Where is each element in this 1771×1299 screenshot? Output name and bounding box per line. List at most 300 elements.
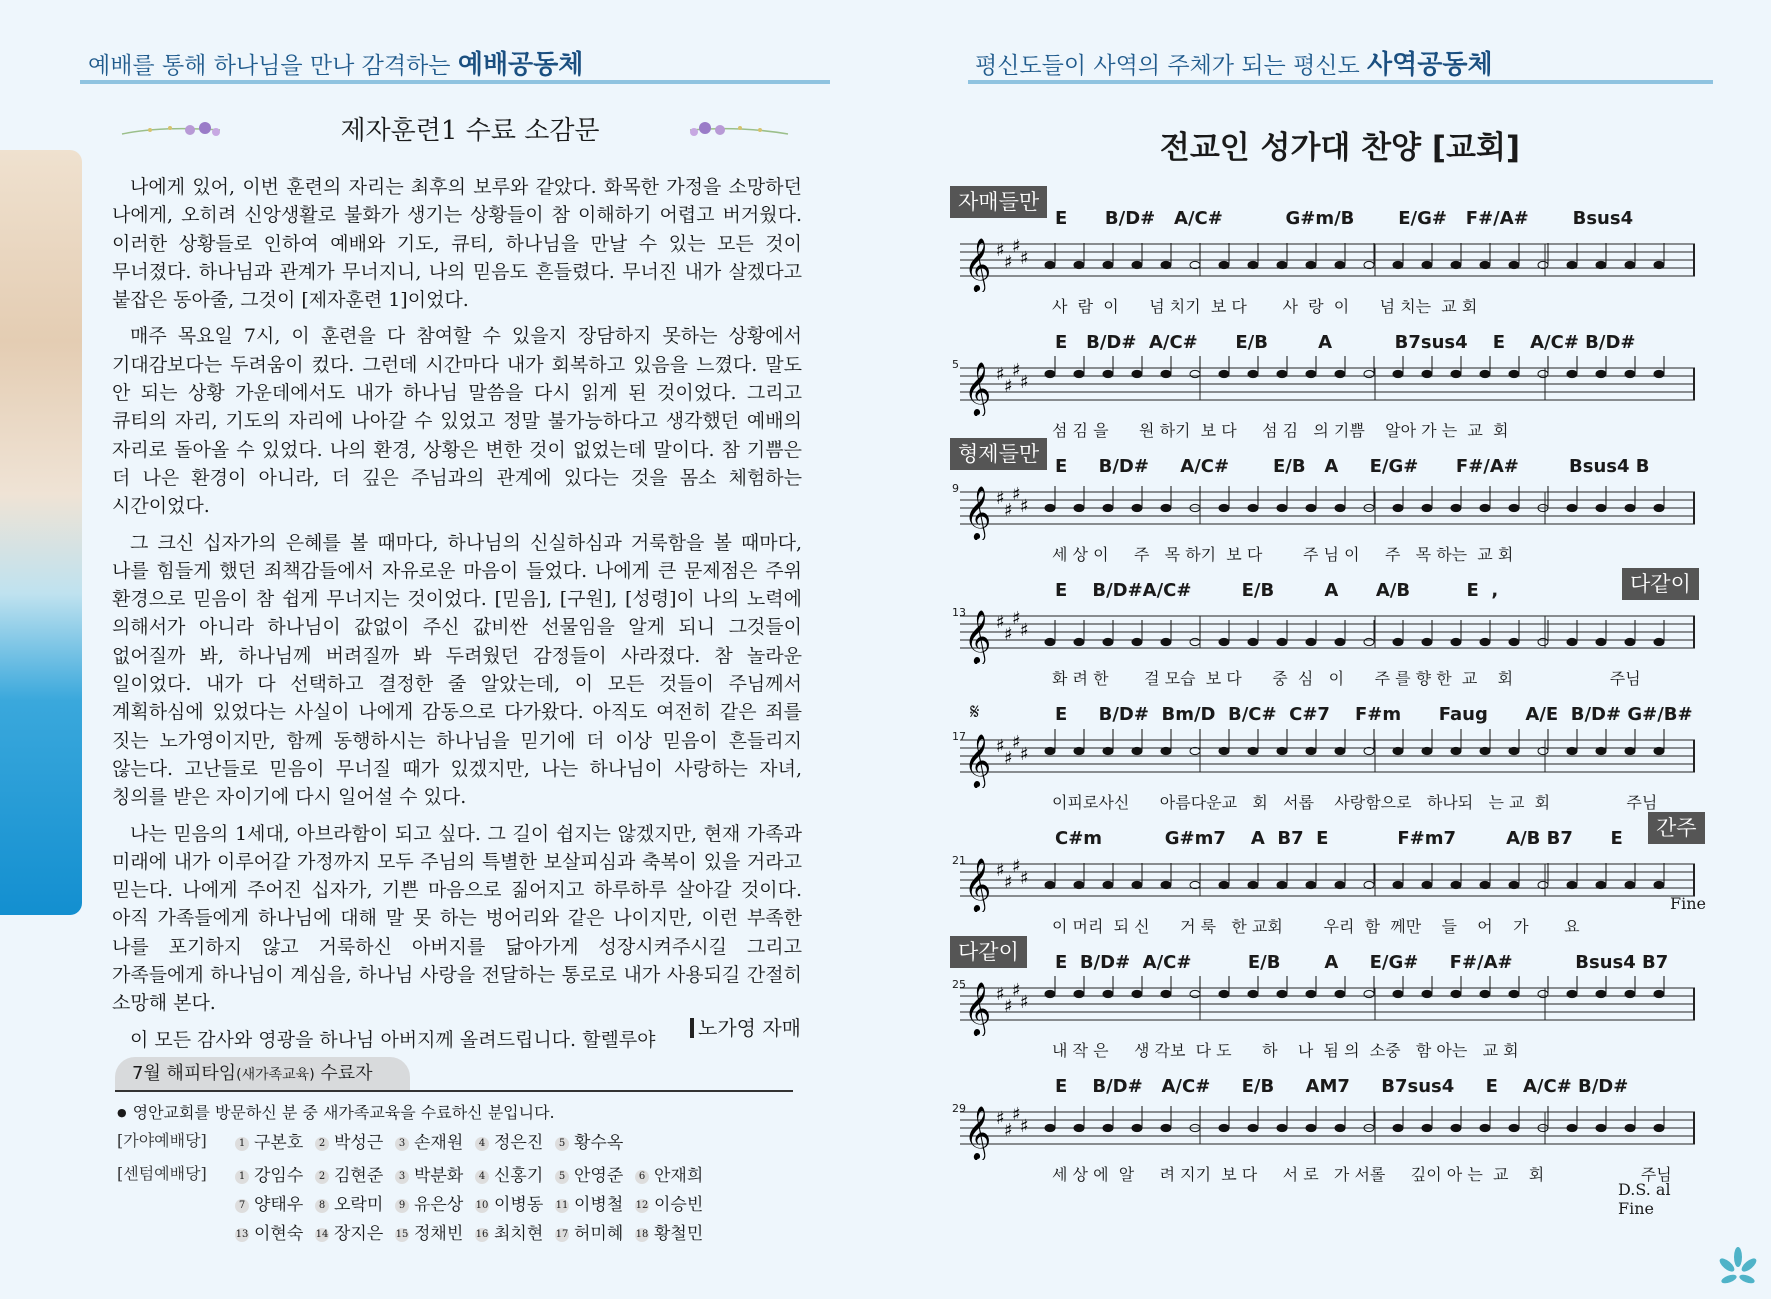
music-staff (950, 852, 1700, 912)
note-head (1393, 1124, 1403, 1131)
note-head (1422, 990, 1432, 997)
note-head (1103, 1124, 1113, 1131)
note-head (1277, 370, 1287, 377)
note-head (1480, 990, 1490, 997)
note-head (1422, 261, 1432, 268)
note-head (1654, 261, 1664, 268)
graduate-number: 2 (315, 1137, 329, 1151)
note-head (1161, 881, 1171, 888)
note-head (1596, 261, 1606, 268)
note-head (1161, 1124, 1171, 1131)
essay-paragraph: 나에게 있어, 이번 훈련의 자리는 최후의 보루와 같았다. 화목한 가정을 소망하던 나에게, 오히려 신앙생활로 불화가 생기는 상황들이 참 이해하기 어렵고 버거웠다. 이러한 상황들로 인하여 예배와 기도, 큐티, 하나님을 만날 수 있는 모든 것이 무너졌다. 하나님과 관계가 무너지니, 나의 믿음도 흔들렸다. 무너진 내가 살겠다고 붙잡은 동아줄, 그것이 [제자훈련 1]이었다. (112, 176, 802, 312)
essay-paragraph: 그 크신 십자가의 은혜를 볼 때마다, 하나님의 신실하심과 거룩함을 볼 때마다, 나를 힘들게 했던 죄책감들에서 자유로운 마음이 들었다. 나에게 큰 문제점은 주위 환경으로 믿음이 참 쉽게 무너지는 것이었다. [믿음], [구원], [성령]이 나의 노력에 의해서가 아니라 하나님이 값없이 주신 값비싼 선물임을 알게 되니 그것들이 없어질까 봐, 하나님께 버려질까 봐 두려웠던 감정들이 사라졌다. 참 놀라운 일이었다. 내가 다 선택하고 결정한 줄 알았는데, 이 모든 것들이 주님께서 계획하심에 있었다는 사실이 나에게 감동으로 다가왔다. 아직도 여전히 같은 죄를 짓는 노가영이지만, 함께 동행하시는 하나님을 믿기에 더 이상 믿음이 흔들리지 않는다. 고난들로 믿음이 무너질 때가 있겠지만, 나는 하나님이 사랑하는 자녀, 칭의를 받은 자이기에 다시 일어설 수 있다. (112, 531, 802, 809)
graduate-number: 2 (315, 1170, 329, 1184)
note-head (1103, 261, 1113, 268)
left-page-header (88, 44, 583, 81)
note-head (1306, 370, 1316, 377)
note-head (1596, 504, 1606, 511)
graduate-name-text: 강임수 (254, 1166, 304, 1186)
note-head (1248, 504, 1258, 511)
note-head (1161, 504, 1171, 511)
note-head (1422, 370, 1432, 377)
note-head (1364, 990, 1374, 997)
segno-icon: 𝄋 (970, 700, 980, 725)
note-head (1132, 504, 1142, 511)
note-head (1248, 990, 1258, 997)
note-head (1277, 1124, 1287, 1131)
graduate-name-text: 황철민 (654, 1224, 704, 1244)
note-head (1654, 990, 1664, 997)
note-head (1335, 1124, 1345, 1131)
lyrics-line: 세 상 이 주 목 하기 보 다 주 님 이 주 목 하는 교 회 (1052, 545, 1514, 564)
right-page-header (975, 44, 1493, 81)
note-head (1654, 1124, 1664, 1131)
note-head (1190, 990, 1200, 997)
note-head (1364, 638, 1374, 645)
sharp-icon: ♯ (1012, 856, 1021, 877)
graduate-name (395, 1128, 475, 1153)
music-staff (950, 480, 1700, 540)
note-head (1248, 261, 1258, 268)
note-head (1451, 504, 1461, 511)
note-head (1248, 638, 1258, 645)
note-head (1161, 990, 1171, 997)
note-head (1538, 638, 1548, 645)
note-head (1567, 990, 1577, 997)
note-head (1451, 881, 1461, 888)
treble-clef-icon: 𝄞 (964, 1105, 992, 1159)
chord-symbols: C#m G#m7 A B7 E F#m7 A/B B7 E (1055, 828, 1623, 849)
chord-symbols: E B/D# A/C# E/B A E/G# F#/A# Bsus4 B7 (1055, 952, 1669, 973)
graduates-rule (115, 1090, 793, 1092)
essay-title: 제자훈련1 수료 소감문 (340, 116, 600, 146)
note-head (1451, 747, 1461, 754)
note-head (1161, 261, 1171, 268)
note-head (1393, 638, 1403, 645)
note-head (1451, 990, 1461, 997)
note-head (1248, 370, 1258, 377)
note-head (1509, 638, 1519, 645)
treble-clef-icon: 𝄞 (964, 485, 992, 539)
measure-number: 9 (952, 482, 959, 495)
essay-paragraph: 이 모든 감사와 영광을 하나님 아버지께 올려드립니다. 할렐루야 (130, 1028, 656, 1051)
note-head (1103, 990, 1113, 997)
graduates-tab-sub: (새가족교육) (236, 1067, 315, 1083)
note-head (1509, 1124, 1519, 1131)
note-head (1074, 747, 1084, 754)
note-head (1422, 638, 1432, 645)
graduate-number: 1 (235, 1170, 249, 1184)
graduate-name-text: 김현준 (334, 1166, 384, 1186)
sharp-icon: ♯ (1004, 748, 1013, 769)
note-head (1480, 370, 1490, 377)
note-head (1045, 990, 1055, 997)
chord-symbols: E B/D# A/C# E/B AM7 B7sus4 E A/C# B/D# (1055, 1076, 1629, 1097)
score-title: 전교인 성가대 찬양 [교회] (1159, 130, 1521, 166)
graduate-name (555, 1219, 635, 1244)
graduate-name-text: 안영준 (574, 1166, 624, 1186)
note-head (1509, 370, 1519, 377)
graduate-name (635, 1190, 715, 1215)
graduate-name (315, 1219, 395, 1244)
note-head (1045, 1124, 1055, 1131)
lyrics-line: 이 머리 되 신 거 룩 한 교회 우리 함 께만 들 어 가 요 (1052, 917, 1580, 936)
graduate-name (635, 1219, 715, 1244)
note-head (1509, 881, 1519, 888)
treble-clef-icon: 𝄞 (964, 609, 992, 663)
note-head (1103, 747, 1113, 754)
note-head (1393, 504, 1403, 511)
treble-clef-icon: 𝄞 (964, 857, 992, 911)
note-head (1567, 504, 1577, 511)
graduate-name-text: 오락미 (334, 1195, 384, 1215)
note-head (1132, 370, 1142, 377)
graduate-name (315, 1190, 395, 1215)
note-head (1335, 504, 1345, 511)
graduates-group (117, 1161, 807, 1248)
left-header-strong: 예배공동체 (457, 50, 584, 80)
note-head (1335, 370, 1345, 377)
graduate-name (555, 1128, 635, 1153)
note-head (1277, 881, 1287, 888)
note-head (1422, 1124, 1432, 1131)
music-staff (950, 728, 1700, 788)
graduate-name (395, 1161, 475, 1186)
sharp-icon: ♯ (996, 1108, 1005, 1129)
sharp-icon: ♯ (1004, 252, 1013, 273)
graduate-number: 7 (235, 1199, 249, 1213)
sharp-icon: ♯ (1004, 996, 1013, 1017)
note-head (1190, 638, 1200, 645)
graduate-number: 11 (555, 1200, 569, 1211)
graduate-name-text: 최치현 (494, 1224, 544, 1244)
graduate-name (475, 1161, 555, 1186)
graduate-name (395, 1190, 475, 1215)
note-head (1567, 261, 1577, 268)
note-head (1277, 261, 1287, 268)
graduate-number: 13 (235, 1229, 249, 1240)
note-head (1161, 638, 1171, 645)
graduates-group-label: [센텀예배당] (117, 1164, 207, 1183)
graduate-name-text: 허미혜 (574, 1224, 624, 1244)
note-head (1654, 747, 1664, 754)
chord-symbols: E B/D# A/C# E/B A B7sus4 E A/C# B/D# (1055, 332, 1636, 353)
flower-decoration-left (120, 118, 230, 142)
chord-symbols: E B/D# A/C# E/B A E/G# F#/A# Bsus4 B (1055, 456, 1650, 477)
note-head (1132, 261, 1142, 268)
graduate-number: 15 (395, 1229, 409, 1240)
sharp-icon: ♯ (996, 736, 1005, 757)
note-head (1045, 747, 1055, 754)
music-staff (950, 356, 1700, 416)
note-head (1161, 747, 1171, 754)
note-head (1596, 1124, 1606, 1131)
graduates-tab (115, 1057, 410, 1090)
note-head (1596, 990, 1606, 997)
sharp-icon: ♯ (1004, 1120, 1013, 1141)
graduate-name (395, 1219, 475, 1244)
lyrics-line: 섬 김 을 원 하기 보 다 섬 김 의 기쁨 알아 가 는 교 회 (1052, 421, 1509, 440)
note-head (1248, 881, 1258, 888)
note-head (1625, 504, 1635, 511)
graduate-number: 5 (555, 1170, 569, 1184)
graduate-number: 3 (395, 1137, 409, 1151)
essay-signature: 노가영 자매 (690, 1012, 801, 1041)
note-head (1625, 1124, 1635, 1131)
sharp-icon: ♯ (1004, 376, 1013, 397)
graduate-number: 12 (635, 1200, 649, 1211)
graduate-name-text: 이병동 (494, 1195, 544, 1215)
note-head (1480, 1124, 1490, 1131)
fine-marking: Fine (1670, 894, 1706, 913)
note-head (1335, 881, 1345, 888)
note-head (1509, 990, 1519, 997)
graduate-name (235, 1190, 315, 1215)
note-head (1132, 881, 1142, 888)
note-head (1422, 881, 1432, 888)
note-head (1219, 638, 1229, 645)
graduate-number: 9 (395, 1199, 409, 1213)
sheet-music (950, 190, 1710, 1218)
note-head (1393, 747, 1403, 754)
note-head (1219, 747, 1229, 754)
note-head (1277, 504, 1287, 511)
left-header-rule (80, 80, 830, 84)
note-head (1654, 638, 1664, 645)
graduate-name-text: 이현숙 (254, 1224, 304, 1244)
graduate-name (235, 1219, 315, 1244)
treble-clef-icon: 𝄞 (964, 733, 992, 787)
graduate-name (235, 1161, 315, 1186)
note-head (1132, 638, 1142, 645)
note-head (1306, 881, 1316, 888)
note-head (1277, 747, 1287, 754)
graduate-name-text: 신홍기 (494, 1166, 544, 1186)
note-head (1480, 261, 1490, 268)
sharp-icon: ♯ (996, 984, 1005, 1005)
note-head (1625, 638, 1635, 645)
graduates-group (117, 1128, 807, 1157)
note-head (1248, 747, 1258, 754)
note-head (1393, 370, 1403, 377)
note-head (1451, 261, 1461, 268)
note-head (1219, 370, 1229, 377)
measure-number: 17 (952, 730, 966, 743)
note-head (1393, 881, 1403, 888)
graduate-name (555, 1190, 635, 1215)
graduates-tab-suffix: 수료자 (314, 1063, 373, 1084)
sharp-icon: ♯ (1020, 744, 1029, 765)
lyrics-line: 이피로사신 아름다운교 회 서롭 사랑함으로 하나되 는 교 회 주님 (1052, 793, 1658, 812)
sharp-icon: ♯ (996, 488, 1005, 509)
note-head (1277, 638, 1287, 645)
lyrics-line: 내 작 은 생 각보 다 도 하 나 됨 의 소중 함 아는 교 회 (1052, 1041, 1519, 1060)
note-head (1248, 1124, 1258, 1131)
note-head (1103, 370, 1113, 377)
graduate-number: 3 (395, 1170, 409, 1184)
sharp-icon: ♯ (1012, 732, 1021, 753)
sharp-icon: ♯ (1012, 484, 1021, 505)
graduate-name-text: 구본호 (254, 1133, 304, 1153)
note-head (1074, 638, 1084, 645)
sharp-icon: ♯ (1004, 624, 1013, 645)
note-head (1596, 370, 1606, 377)
note-head (1567, 370, 1577, 377)
part-label-tag: 자매들만 (950, 186, 1047, 218)
note-head (1480, 638, 1490, 645)
lyrics-line: 화 려 한 걸 모습 보 다 중 심 이 주 를 향 한 교 회 주님 (1052, 669, 1641, 688)
note-head (1132, 1124, 1142, 1131)
note-head (1625, 370, 1635, 377)
note-head (1509, 747, 1519, 754)
lyrics-line: 세 상 에 알 려 지기 보 다 서 로 가 서롤 깊이 아 는 교 회 주님 (1052, 1165, 1672, 1184)
note-head (1654, 370, 1664, 377)
part-label-tag: 간주 (1648, 812, 1705, 844)
note-head (1509, 261, 1519, 268)
graduate-name-text: 유은상 (414, 1195, 464, 1215)
note-head (1625, 881, 1635, 888)
left-header-text: 예배를 통해 하나님을 만나 감격하는 (88, 53, 458, 79)
graduates-list (117, 1100, 807, 1252)
note-head (1219, 990, 1229, 997)
sharp-icon: ♯ (1012, 1104, 1021, 1125)
note-head (1596, 747, 1606, 754)
sharp-icon: ♯ (1020, 620, 1029, 641)
note-head (1103, 638, 1113, 645)
note-head (1393, 990, 1403, 997)
chord-symbols: E B/D# A/C# G#m/B E/G# F#/A# Bsus4 (1055, 208, 1634, 229)
graduate-name (475, 1190, 555, 1215)
graduate-name (555, 1161, 635, 1186)
note-head (1451, 370, 1461, 377)
note-head (1335, 747, 1345, 754)
note-head (1335, 638, 1345, 645)
note-head (1045, 638, 1055, 645)
measure-number: 13 (952, 606, 966, 619)
leaf-logo-icon (1715, 1245, 1761, 1291)
note-head (1045, 261, 1055, 268)
treble-clef-icon: 𝄞 (964, 981, 992, 1035)
sharp-icon: ♯ (1012, 236, 1021, 257)
treble-clef-icon: 𝄞 (964, 237, 992, 291)
note-head (1190, 370, 1200, 377)
graduate-number: 8 (315, 1199, 329, 1213)
note-head (1480, 504, 1490, 511)
chord-symbols: E B/D# Bm/D B/C# C#7 F#m Faug A/E B/D# G#/B# (1055, 704, 1693, 725)
note-head (1625, 261, 1635, 268)
sharp-icon: ♯ (1004, 872, 1013, 893)
graduate-name-text: 안재희 (654, 1166, 704, 1186)
measure-number: 21 (952, 854, 966, 867)
beach-background-image (0, 150, 82, 915)
graduate-name-text: 박분화 (414, 1166, 464, 1186)
note-head (1219, 881, 1229, 888)
sharp-icon: ♯ (1012, 980, 1021, 1001)
graduate-number: 18 (635, 1229, 649, 1240)
graduates-group-label: [가야예배당] (117, 1131, 207, 1150)
note-head (1596, 881, 1606, 888)
note-head (1538, 370, 1548, 377)
ds-al-fine-marking: D.S. al Fine (1618, 1180, 1671, 1218)
note-head (1074, 990, 1084, 997)
graduate-name (235, 1128, 315, 1153)
note-head (1480, 747, 1490, 754)
note-head (1306, 990, 1316, 997)
note-head (1219, 504, 1229, 511)
note-head (1306, 747, 1316, 754)
music-staff (950, 976, 1700, 1036)
measure-number: 5 (952, 358, 959, 371)
essay-paragraph: 매주 목요일 7시, 이 훈련을 다 참여할 수 있을지 장담하지 못하는 상황에서 기대감보다는 두려움이 컸다. 그런데 시간마다 내가 회복하고 있음을 느꼈다. 말도 안 되는 상황 가운데에서도 내가 하나님 말씀을 다시 읽게 된 것이었다. 그리고 큐티의 자리, 기도의 자리에 나아갈 수 있었고 정말 불가능하다고 생각했던 예배의 자리로 돌아올 수 있었다. 나의 환경, 상황은 변한 것이 없었는데 말이다. 참 기쁨은 더 나은 환경이 아니라, 더 깊은 주님과의 관계에 있다는 것을 몸소 체험하는 시간이었다. (112, 325, 802, 518)
graduate-name-text: 박성근 (334, 1133, 384, 1153)
note-head (1625, 747, 1635, 754)
note-head (1132, 747, 1142, 754)
sharp-icon: ♯ (996, 860, 1005, 881)
graduate-name-text: 양태우 (254, 1195, 304, 1215)
note-head (1219, 1124, 1229, 1131)
note-head (1509, 504, 1519, 511)
note-head (1074, 1124, 1084, 1131)
music-staff (950, 1100, 1700, 1160)
note-head (1306, 504, 1316, 511)
note-head (1422, 747, 1432, 754)
graduate-name (475, 1219, 555, 1244)
note-head (1393, 261, 1403, 268)
graduate-number: 10 (475, 1200, 489, 1211)
note-head (1451, 1124, 1461, 1131)
note-head (1306, 261, 1316, 268)
note-head (1654, 504, 1664, 511)
graduate-name-text: 황수옥 (574, 1133, 624, 1153)
note-head (1277, 990, 1287, 997)
note-head (1045, 370, 1055, 377)
note-head (1335, 990, 1345, 997)
right-header-strong: 사역공동체 (1367, 50, 1493, 80)
note-head (1161, 370, 1171, 377)
note-head (1074, 261, 1084, 268)
note-head (1654, 881, 1664, 888)
sharp-icon: ♯ (1004, 500, 1013, 521)
graduate-name (635, 1161, 715, 1186)
graduate-name (315, 1128, 395, 1153)
graduate-name-text: 정채빈 (414, 1224, 464, 1244)
note-head (1045, 504, 1055, 511)
note-head (1306, 638, 1316, 645)
graduate-name-text: 손재원 (414, 1133, 464, 1153)
sharp-icon: ♯ (1020, 868, 1029, 889)
sharp-icon: ♯ (1012, 360, 1021, 381)
note-head (1074, 504, 1084, 511)
note-head (1480, 881, 1490, 888)
graduate-number: 16 (475, 1229, 489, 1240)
note-head (1567, 747, 1577, 754)
note-head (1422, 504, 1432, 511)
note-head (1045, 881, 1055, 888)
chord-symbols: E B/D#A/C# E/B A A/B E , (1055, 580, 1499, 601)
note-head (1103, 504, 1113, 511)
part-label-tag: 다같이 (1622, 568, 1699, 600)
music-staff (950, 232, 1700, 292)
graduate-name-text: 정은진 (494, 1133, 544, 1153)
note-head (1625, 990, 1635, 997)
measure-number: 29 (952, 1102, 966, 1115)
note-head (1103, 881, 1113, 888)
note-head (1567, 1124, 1577, 1131)
note-head (1219, 261, 1229, 268)
sharp-icon: ♯ (1012, 608, 1021, 629)
sharp-icon: ♯ (1020, 248, 1029, 269)
part-label-tag: 다같이 (950, 936, 1027, 968)
